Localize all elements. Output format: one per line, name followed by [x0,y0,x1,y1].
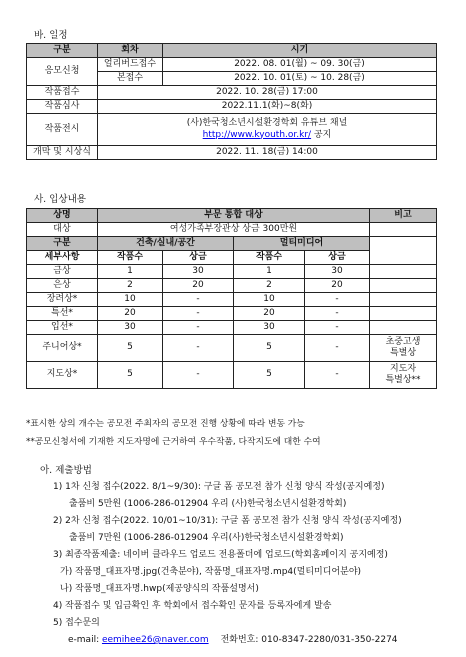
awards-header-detail: 세부사항 [27,251,98,265]
schedule-exhibit-label: 작품전시 [27,114,98,146]
awards-header-award: 상명 [27,209,98,223]
table-row [27,265,437,279]
awards-header-architecture: 건축/실내/공간 [98,237,234,251]
award-count-media: 2 [234,279,305,293]
award-prize-media: - [305,362,370,389]
award-note [370,321,437,335]
awards-header-count-media: 작품수 [234,251,305,265]
table-row [27,335,437,362]
method-step-3: 3) 최종작품제출: 네이버 클라우드 업로드 전용폴더에 업로드(학회홈페이지 공지예정) [53,550,388,560]
schedule-date-early: 2022. 08. 01(월) ~ 09. 30(금) [163,58,437,72]
method-step-2: 2) 2차 신청 접수(2022. 10/01~10/31): 구글 폼 공모전 참가 신청 양식 작성(공지예정) [53,516,402,526]
schedule-header-round: 회차 [98,44,163,58]
awards-table [26,208,437,389]
award-count-arch: 2 [98,279,163,293]
schedule-submit-date: 2022. 10. 28(금) 17:00 [98,86,437,100]
awards-header-multimedia: 멀티미디어 [234,237,370,251]
method-section-title: 아. 제출방법 [40,465,92,476]
schedule-round-main: 본접수 [98,72,163,86]
award-prize-media: - [305,293,370,307]
award-count-arch: 5 [98,335,163,362]
schedule-exhibit-line1: (사)한국청소년시설환경학회 유튜브 채널 [186,118,348,129]
phone-number: 전화번호: 010-8347-2280/031-350-2274 [220,635,398,645]
award-note-line2: 특별상** [385,375,421,385]
award-count-media: 5 [234,335,305,362]
table-row [27,279,437,293]
awards-header-division: 구분 [27,237,98,251]
schedule-date-main: 2022. 10. 01(토) ~ 10. 28(금) [163,72,437,86]
award-count-arch: 5 [98,362,163,389]
schedule-ceremony-date: 2022. 11. 18(금) 14:00 [98,146,437,160]
award-note [370,362,437,389]
email-link[interactable]: eemihee26@naver.com [101,635,209,645]
award-note [370,307,437,321]
schedule-exhibit-line2 [100,130,434,141]
award-note-line1: 지도자 [389,363,417,374]
awards-header-all: 부문 통합 대상 [98,209,370,223]
awards-grand-label: 대상 [27,223,98,237]
schedule-ceremony-label: 개막 및 시상식 [27,146,98,160]
award-count-media: 10 [234,293,305,307]
method-step-5: 5) 접수문의 [53,618,100,628]
awards-header-note: 비고 [370,209,437,223]
award-name: 금상 [27,265,98,279]
award-name: 특선* [27,307,98,321]
table-row [27,293,437,307]
schedule-section-title: 바. 일정 [34,30,68,41]
award-count-arch: 30 [98,321,163,335]
schedule-exhibit-cell [98,114,437,146]
method-step-1: 1) 1차 신청 접수(2022. 8/1~9/30): 구글 폼 공모전 참가 신청 양식 작성(공지예정) [53,482,385,492]
award-note [370,265,437,279]
awards-footnote-1: *표시한 상의 개수는 공모전 주최자의 공모전 진행 상황에 따라 변동 가능 [26,419,305,429]
method-step-1-fee: 출품비 5만원 (1006-286-012904 우리 (사)한국청소년시설환경학회) [69,499,347,509]
awards-header-prize-arch: 상금 [163,251,234,265]
awards-note-blank [370,237,437,265]
schedule-header-period: 시기 [163,44,437,58]
award-prize-arch: 20 [163,279,234,293]
award-prize-media: - [305,307,370,321]
award-prize-media: 20 [305,279,370,293]
schedule-header-category: 구분 [27,44,98,58]
award-count-media: 20 [234,307,305,321]
award-count-arch: 20 [98,307,163,321]
award-count-arch: 1 [98,265,163,279]
award-prize-arch: - [163,335,234,362]
award-prize-arch: - [163,307,234,321]
award-note-line2: 특별상 [389,348,417,358]
awards-header-count-arch: 작품수 [98,251,163,265]
award-name: 주니어상* [27,335,98,362]
schedule-exhibit-suffix: 공지 [311,129,332,140]
award-prize-arch: - [163,321,234,335]
awards-grand-note [370,223,437,237]
award-prize-arch: - [163,293,234,307]
awards-footnote-2: **공모신청서에 기재한 지도자명에 근거하여 우수작품, 다작지도에 대한 수여 [26,437,321,447]
award-count-arch: 10 [98,293,163,307]
method-step-2-fee: 출품비 7만원 (1006-286-012904 우리(사)한국청소년시설환경학회) [69,533,344,543]
awards-header-prize-media: 상금 [305,251,370,265]
award-note-line1: 초중고생 [385,336,421,347]
awards-grand-value: 여성가족부장관상 상금 300만원 [98,223,370,237]
schedule-review-label: 작품심사 [27,100,98,114]
award-note [370,293,437,307]
award-name: 장려상* [27,293,98,307]
award-count-media: 30 [234,321,305,335]
schedule-round-early: 얼리버드접수 [98,58,163,72]
award-prize-arch: - [163,362,234,389]
award-prize-media: - [305,335,370,362]
award-note [370,279,437,293]
award-prize-media: - [305,321,370,335]
award-count-media: 5 [234,362,305,389]
table-row [27,321,437,335]
method-step-3a: 가) 작품명_대표자명.jpg(건축분야), 작품명_대표자명.mp4(멀티미디어분야) [60,567,362,577]
award-name: 은상 [27,279,98,293]
table-row [27,362,437,389]
schedule-table [26,43,437,160]
kyouth-website-link[interactable]: http://www.kyouth.or.kr/ [202,129,312,140]
table-row [27,307,437,321]
award-prize-arch: 30 [163,265,234,279]
schedule-apply-label: 응모신청 [27,58,98,86]
method-step-3b: 나) 작품명_대표자명.hwp(제공양식의 작품설명서) [60,584,259,594]
award-count-media: 1 [234,265,305,279]
awards-section-title: 사. 입상내용 [34,194,86,205]
award-prize-media: 30 [305,265,370,279]
award-note [370,335,437,362]
schedule-submit-label: 작품접수 [27,86,98,100]
schedule-review-date: 2022.11.1(화)~8(화) [98,100,437,114]
method-step-4: 4) 작품접수 및 입금확인 후 학회에서 접수확인 문자를 등록자에게 발송 [53,601,332,611]
contact-line [68,632,398,645]
award-name: 지도상* [27,362,98,389]
award-name: 입선* [27,321,98,335]
email-label: e-mail: [68,635,102,645]
